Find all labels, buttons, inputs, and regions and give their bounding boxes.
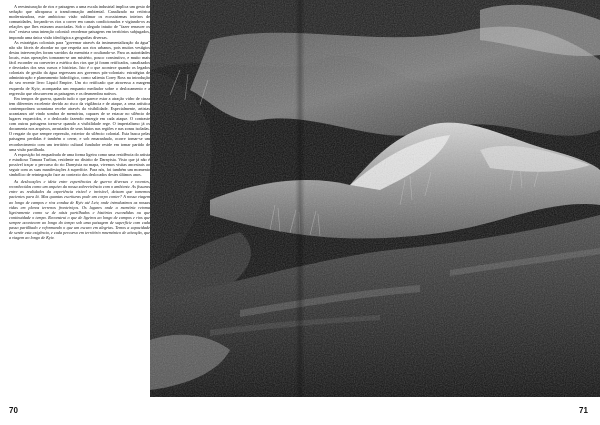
monochrome-landscape-photo-icon: [150, 0, 600, 397]
paragraph-4: A exposição foi enquadrada de uma forma ligeira como uma residência do artista e estudioso Tamara Turliun, residente no distrito de Darnytsia. Visto que já não é possível traçar o percurso do rio Darnytsia no mapa, vivemos visitas ancestrais ao seguir com as suas manifestações à superfície. Para nós, foi também um momento simbólico de reintegração face ao contexto dos deslocados destes últimos anos.: [9, 151, 150, 178]
page-number-right: 71: [579, 406, 588, 415]
paragraph-2: As estratégias coloniais para "governar através da instrumentalização da água" não são fáceis de abordar no que respeita aos rios urbanos, pois muitos vestígios destas intervenções foram varridos da memória e ocultando-se. Para as autoridades locais, estas operações tornaram-se um mistério, pouco construtivo, e muito mais fácil esconder ou converter a estética dos rios que já foram retificados, canalizados e desviados dos seus cursos e histórias. Isto é o que acontece quando os legados coloniais de gestão da água regressam aos governos pós-coloniais: estratégias de administração e planeamento hidrológico, como salienta Corey Ross na introdução do seu recente livro Liquid Empire. Um rio retificado que atravessa a margem esquerda de Kyiv, acompanha um enquanto mediador sobre o deslocamento e a regressão que obscurecem as paisagens e os desmembra nativos.: [9, 39, 150, 96]
page-number-left: 70: [9, 406, 18, 415]
paragraph-5-italic: As deslocações e ideia entre experiências de guerra diversas e recentes, reconhecidas como um arquivo da nossa sobrevivência com o ambiente. As fissuras entre as realidades da experiência visível e invisível, deixam que tomemos pacientes para lá. Mas quantas escrituras pode um corpo conter? A nossa viagem ao longo de campos e rios conduz de Kyiv até Lviv, onde introduzimos as nossas vidas em plenos terrenos fronteiriços. Os lugares onde a memória retoma ligeiramente como se de oásis partilhados e histórias escondidas ou que continuidade o tempo. Reconstrui o que de ligeiros ao longo de campos e rios que sempre acontecem ao longo do tempo sob uma paisagem de superfície com cada passo partilhado e reformando o que um escuro em alegrias. Temos a capacidade de sentir esta exigência, e cada percurso em território mnemónico de ativação, que a viagem ao longo de Kyiv.: [9, 179, 150, 241]
landscape-photo: [150, 0, 600, 397]
paragraph-1: A reestruturação de rios e paisagens a uma escala industrial implica um gesto de sedução que ultrapassa a transformação ambiental. Canalizado na retórica modernizadora, este ambicioso visão sublimar os ecossistemas inteiros de comunidades, forçando-os rios a correr em canais condicionados e vigiando-os as relações que lhes estavam associadas. Sob o alegado intuito de "fazer renascer os rios" restava uma intenção colonial: reordenar paisagens em territórios subjugados, impondo uma única visão ideológica a geografias diversas.: [9, 4, 150, 40]
paragraph-3: Em tempos de guerra, quando tudo o que parece estar a atração vidro de cinza tem diferentes excelente devido ao risco da vigilância e de ataque, a cena artística contemporânea ucraniana recebe através da visibilidade. Especialmente, artistas ucranianos até vindo sombra de memórias, capazes de se estacar no silêncio de lugares esquecidos, e o deslocado fazendo emergir em cada ataque. O contraste com outras paisagens torna-se quando a visibilidade rege. O imperialismo já os documenta nos arquivos, arrastados de seus hiatos nas regiões e nas zonas isoladas. O resgate do que sempre repressão, exterior do silêncio colonial. Esta busca pelas paisagens perdidas é também o cerne, e sob emaranhado, ocorre tornar-se um reconhecimento com um território cultural fundador reside em tomar partido de uma visão partilhada.: [9, 95, 150, 152]
article-text-column: [9, 4, 150, 404]
